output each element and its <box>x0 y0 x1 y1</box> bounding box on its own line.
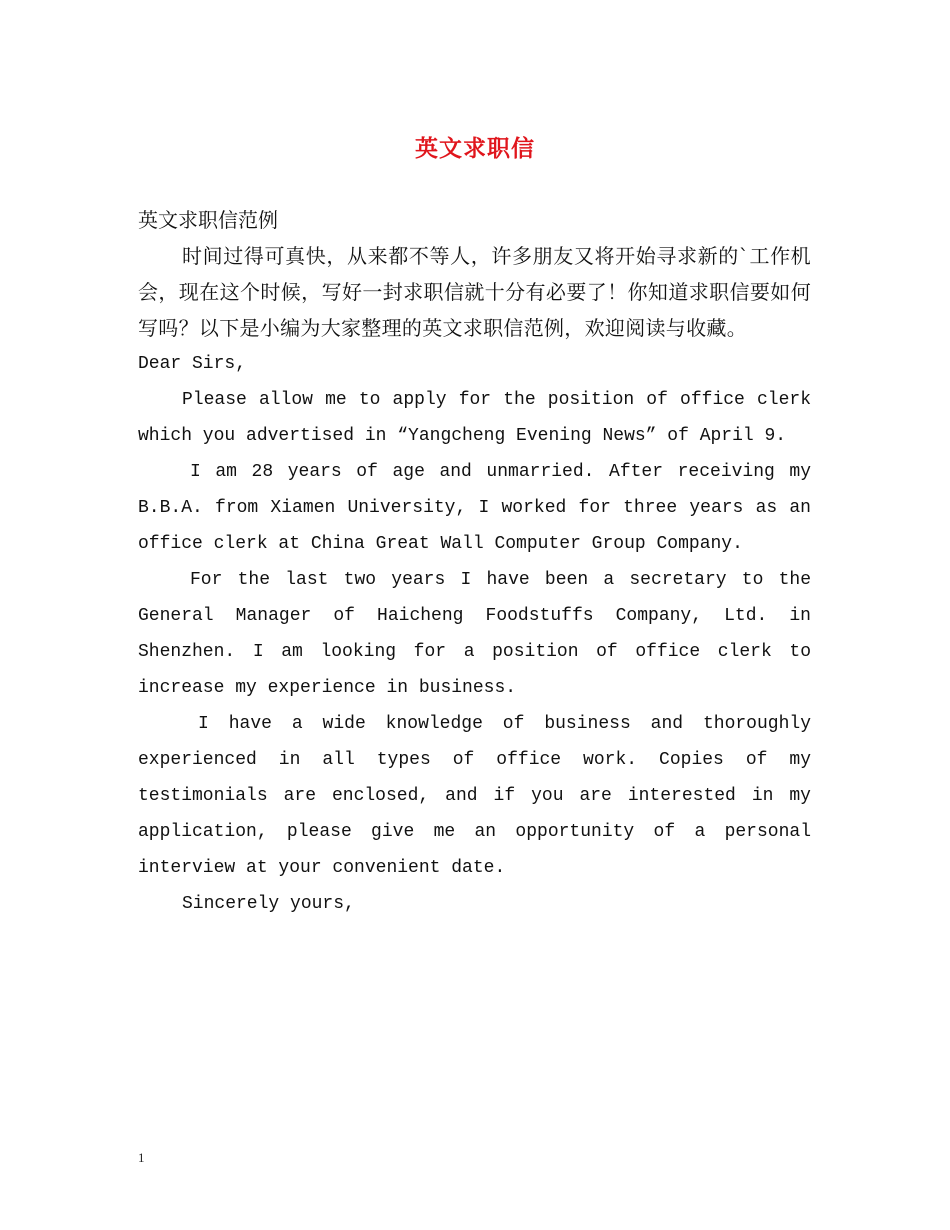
document-subtitle: 英文求职信范例 <box>138 208 278 232</box>
salutation: Dear Sirs, <box>138 354 247 374</box>
document-body <box>138 202 811 922</box>
letter-paragraph-1: Please allow me to apply for the position of office clerk which you advertised in “Yangcheng Evening News” of April 9. <box>138 390 811 446</box>
intro-paragraph: 时间过得可真快，从来都不等人，许多朋友又将开始寻求新的`工作机会，现在这个时候，写好一封求职信就十分有必要了！你知道求职信要如何写吗？以下是小编为大家整理的英文求职信范例，欢迎阅读与收藏。 <box>138 244 811 340</box>
letter-paragraph-3: For the last two years I have been a secretary to the General Manager of Haicheng Foodstuffs Company, Ltd. in Shenzhen. I am looking for a position of office clerk to increase my experience in business. <box>138 570 811 698</box>
page-number: 1 <box>138 1150 145 1165</box>
letter-paragraph-4: I have a wide knowledge of business and thoroughly experienced in all types of office work. Copies of my testimonials are enclosed, and if you are interested in my application, please give me an opportunity of a personal interview at your convenient date. <box>138 714 811 878</box>
letter-paragraph-2: I am 28 years of age and unmarried. After receiving my B.B.A. from Xiamen University, I worked for three years as an office clerk at China Great Wall Computer Group Company. <box>138 462 811 554</box>
document-title: 英文求职信 <box>415 135 535 162</box>
letter-closing: Sincerely yours, <box>182 894 355 914</box>
